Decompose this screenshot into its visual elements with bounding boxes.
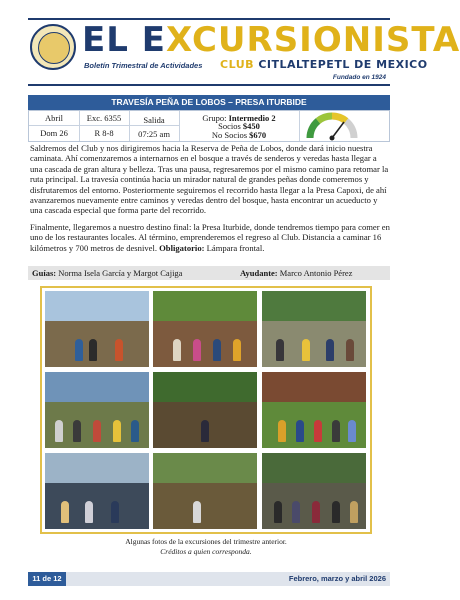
- photo-grid: [40, 286, 372, 534]
- bulletin-subtitle: Boletín Trimestral de Actividades: [84, 61, 203, 70]
- outing-route: R 8-8: [94, 128, 114, 138]
- page-number: 11 de 12: [28, 572, 66, 586]
- excursion-photo: [262, 291, 366, 367]
- outing-month: Abril: [45, 113, 63, 123]
- table-divider: [299, 111, 300, 141]
- club-seal-logo: [30, 24, 76, 70]
- outing-number: Exc. 6355: [86, 113, 122, 123]
- club-name: CLUB CITLALTEPETL DE MEXICO: [220, 58, 428, 71]
- description-paragraph: Saldremos del Club y nos dirigiremos hacia la Reserva de Peña de Lobos, donde dará inicio nuestra caminata. Ahí comenzaremos a internarnos en el bosque a través de senderos y veredas hasta llegar a una cascada de gran altura y belleza. Tras una pausa, regresaremos por el mismo camino para retomar la ruta principal. La travesía continúa hacia un mirador natural de grandes peñas donde comeremos y disfrutaremos del entorno. Posteriormente seguiremos el recorrido hasta llegar a la Presa Capoxi, de ahí avanzaremos nuevamente entre caminos y veredas dentro del bosque, hasta encontrar un acueducto y una cascada especial que forma parte del recorrido.: [30, 143, 389, 216]
- masthead-header: [28, 18, 460, 88]
- caption-text: Algunas fotos de la excursiones del trimestre anterior.: [125, 537, 287, 546]
- excursion-photo: [45, 291, 149, 367]
- excursion-photo: [262, 372, 366, 448]
- bulletin-title: EL EXCURSIONISTA: [82, 20, 460, 60]
- excursion-photo: [45, 453, 149, 529]
- excursion-photo: [45, 372, 149, 448]
- difficulty-gauge-icon: [306, 112, 358, 140]
- guides-bar: [28, 266, 390, 280]
- excursion-photo: [153, 291, 257, 367]
- caption-credits: Créditos a quien corresponda.: [160, 546, 252, 556]
- departure-time: 07:25 am: [138, 129, 170, 139]
- photo-caption: [40, 537, 372, 556]
- excursion-photo: [153, 372, 257, 448]
- founded-year: Fundado en 1924: [332, 74, 386, 81]
- helper-info: Ayudante: Marco Antonio Pérez: [240, 268, 353, 278]
- header-bottom-rule: [28, 84, 390, 86]
- outing-day: Dom 26: [40, 128, 68, 138]
- club-seal-emblem: [38, 32, 70, 64]
- guides-info: Guías: Norma Isela García y Margot Cajiga: [32, 268, 183, 278]
- details-paragraph: Finalmente, llegaremos a nuestro destino final: la Presa Iturbide, donde tendremos tiempo para comer en uno de los restaurantes locales. Al término, emprenderemos el regreso al Club. Distancia a caminar 16 kilómetros y 700 metros de desnivel. Obligatorio: Lámpara frontal.: [30, 222, 390, 253]
- outing-title: TRAVESÍA PEÑA DE LOBOS – PRESA ITURBIDE: [28, 95, 390, 110]
- issue-date: Febrero, marzo y abril 2026: [288, 574, 386, 583]
- excursion-photo: [262, 453, 366, 529]
- excursion-photo: [153, 453, 257, 529]
- group-level: Grupo: Intermedio 2: [202, 113, 276, 123]
- departure-label: Salida: [143, 115, 165, 125]
- page-footer: [28, 572, 390, 586]
- nonmember-price: No Socios $670: [211, 130, 267, 140]
- member-price: Socios $450: [218, 121, 260, 131]
